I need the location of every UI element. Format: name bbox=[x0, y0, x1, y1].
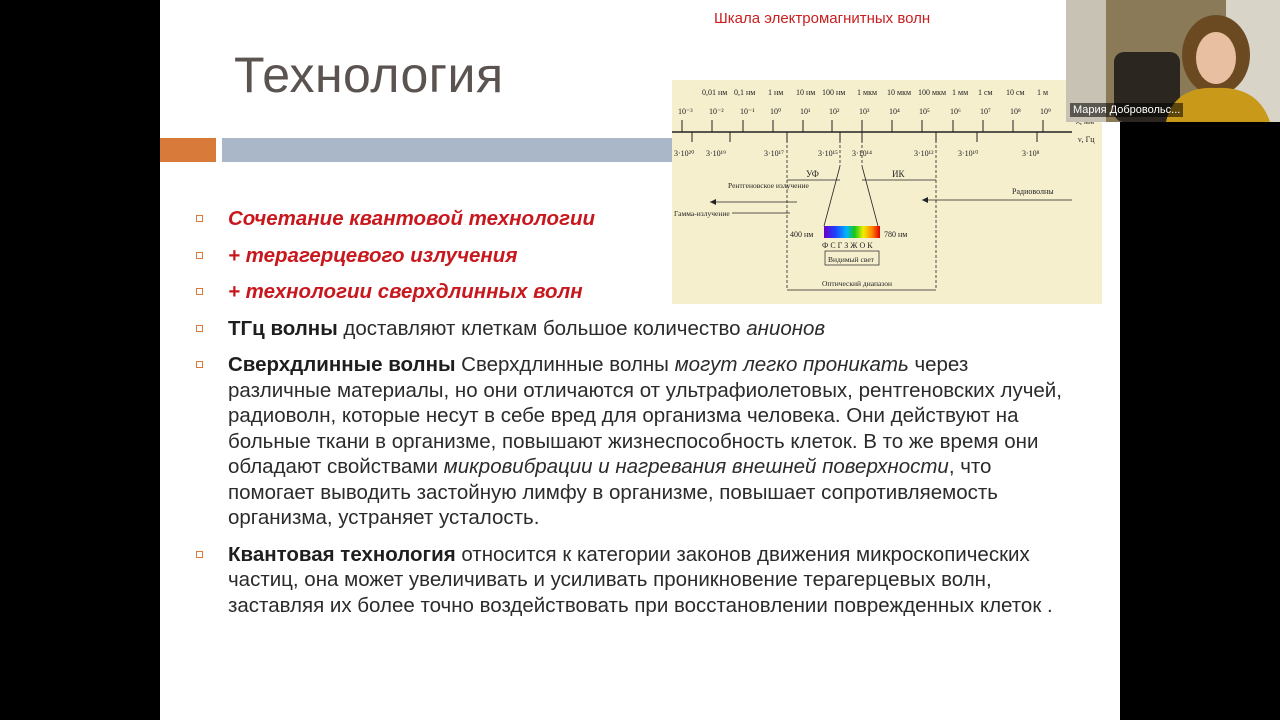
freq-label: 3·10¹⁴ bbox=[852, 149, 872, 158]
freq-label: 3·10¹⁵ bbox=[818, 149, 838, 158]
wl-label: 100 мкм bbox=[918, 88, 947, 97]
power-label: 10⁴ bbox=[889, 107, 900, 116]
accent-bar-orange bbox=[160, 138, 216, 162]
freq-label: 3·10⁸ bbox=[1022, 149, 1040, 158]
power-label: 10⁻³ bbox=[678, 107, 693, 116]
participant-video-tile[interactable] bbox=[1066, 0, 1280, 122]
radio-label: Радиоволны bbox=[1012, 187, 1054, 196]
power-label: 10⁶ bbox=[950, 107, 961, 116]
power-label: 10³ bbox=[859, 107, 870, 116]
freq-label: 3·10¹⁷ bbox=[764, 149, 784, 158]
bullet-quantum-tech bbox=[194, 542, 1074, 619]
wl-label: 0,01 нм bbox=[702, 88, 728, 97]
xray-label: Рентгеновское излучение bbox=[728, 181, 809, 190]
nm780-label: 780 нм bbox=[884, 230, 908, 239]
italic-term: микровибрации и нагревания внешней поверхности bbox=[443, 455, 949, 478]
wl-label: 10 см bbox=[1006, 88, 1025, 97]
bullet-text: относится к категории законов движения микроскопических частиц, она может увеличивать и усиливать проникновение терагерцевых волн, заставляя их более точно воздействовать при восстановлении поврежденных клеток . bbox=[228, 542, 1053, 617]
freq-label: 3·10²⁰ bbox=[674, 149, 695, 158]
wl-label: 0,1 нм bbox=[734, 88, 756, 97]
slide-title: Технология bbox=[234, 47, 504, 103]
bullet-terahertz: + терагерцевого излучения bbox=[194, 243, 1074, 269]
bold-term: Сверхдлинные волны bbox=[228, 353, 456, 376]
em-scale-title: Шкала электромагнитных волн bbox=[714, 10, 931, 27]
nm400-label: 400 нм bbox=[790, 230, 814, 239]
power-label: 10⁷ bbox=[980, 107, 991, 116]
wl-label: 1 см bbox=[978, 88, 993, 97]
axis-nu: ν, Гц bbox=[1078, 135, 1095, 144]
bold-term: Квантовая технология bbox=[228, 542, 456, 566]
power-label: 10⁻² bbox=[709, 107, 724, 116]
wl-label: 100 нм bbox=[822, 88, 846, 97]
bullet-ultralong-waves bbox=[194, 352, 1074, 531]
freq-label: 3·10¹⁹ bbox=[706, 149, 726, 158]
power-label: 10⁸ bbox=[1010, 107, 1021, 116]
wl-label: 1 нм bbox=[768, 88, 784, 97]
power-label: 10⁰ bbox=[770, 107, 782, 116]
presentation-slide bbox=[160, 0, 1120, 720]
wl-label: 1 мкм bbox=[857, 88, 878, 97]
visible-light-label: Видимый свет bbox=[828, 255, 874, 264]
gamma-label: Гамма-излучение bbox=[674, 209, 730, 218]
power-label: 10¹ bbox=[800, 107, 811, 116]
bullet-text: , что помогает выводить застойную лимфу в организме, повышает сопротивляемость организма, устраняет усталость. bbox=[228, 455, 998, 529]
bullet-thz-waves bbox=[194, 316, 1074, 342]
bold-term: ТГц волны bbox=[228, 316, 338, 340]
freq-label: 3·10¹² bbox=[914, 149, 934, 158]
bullet-ultralong: + технологии сверхдлинных волн bbox=[194, 279, 1074, 305]
wl-label: 10 нм bbox=[796, 88, 816, 97]
bullet-quantum-combo: Сочетание квантовой технологии bbox=[194, 206, 1074, 232]
accent-bar-blue bbox=[222, 138, 742, 162]
italic-term: могут легко проникать bbox=[674, 353, 909, 376]
freq-label: 3·10¹⁰ bbox=[958, 149, 979, 158]
italic-term: анионов bbox=[746, 316, 826, 340]
power-label: 10⁵ bbox=[919, 107, 930, 116]
uv-label: УФ bbox=[806, 169, 819, 179]
power-label: 10⁹ bbox=[1040, 107, 1051, 116]
power-label: 10² bbox=[829, 107, 840, 116]
bullet-text: доставляют клеткам большое количество bbox=[337, 316, 747, 340]
power-label: 10⁻¹ bbox=[740, 107, 755, 116]
bullet-text: Сверхдлинные волны bbox=[455, 353, 675, 376]
wl-label: 1 мм bbox=[952, 88, 969, 97]
participant-name: Мария Добровольс... bbox=[1070, 103, 1183, 117]
ir-label: ИК bbox=[892, 169, 905, 179]
wl-label: 1 м bbox=[1037, 88, 1049, 97]
optical-range-label: Оптический диапазон bbox=[822, 279, 892, 288]
bullet-text: через различные материалы, но они отличаются от ультрафиолетовых, рентгеновских лучей, радиоволн, которые несут в себе вред для организма человека. Они действуют на больные ткани в организме, повышают жизнеспособность клеток. В то же время они обладают свойствами bbox=[228, 353, 1062, 478]
color-letters: Ф С Г З Ж О К bbox=[822, 241, 873, 250]
bullet-list bbox=[194, 206, 1074, 618]
wl-label: 10 мкм bbox=[887, 88, 912, 97]
